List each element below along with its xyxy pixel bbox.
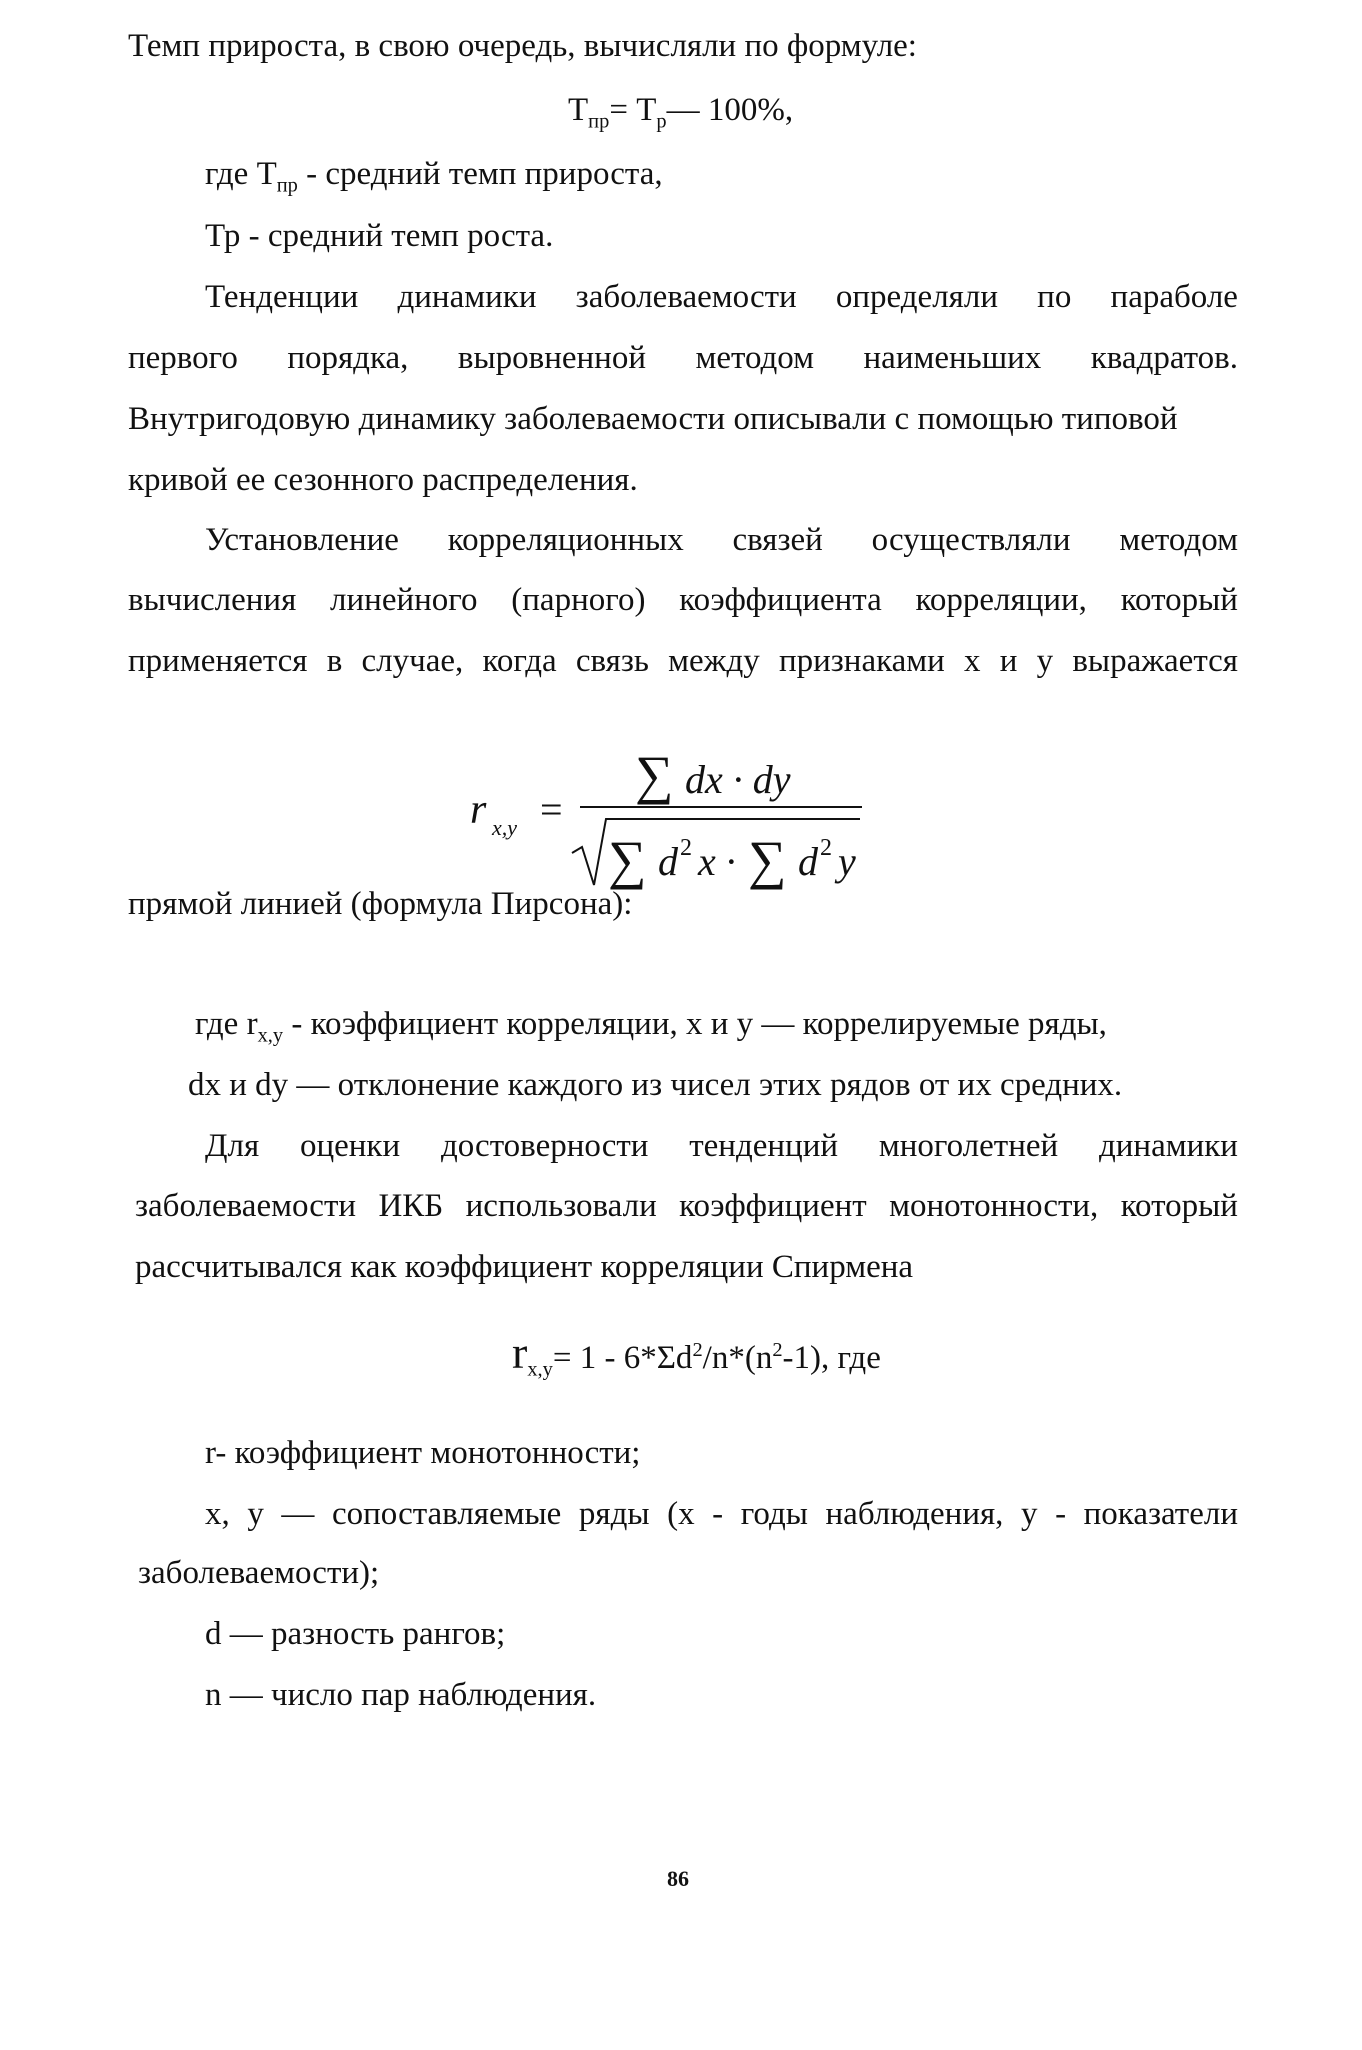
formula-r-subscript: x,y [492, 815, 518, 840]
word: в [326, 643, 343, 679]
word: показатели [1083, 1496, 1238, 1532]
definition-xy-line-1 [205, 1498, 1238, 1531]
word: монотонности, [889, 1188, 1099, 1224]
definition-tr: Тр - средний темп роста. [205, 218, 554, 254]
formula-part: = Т [609, 92, 657, 128]
word: который [1120, 1188, 1238, 1224]
word: тенденций [689, 1128, 839, 1164]
formula-growth-rate [568, 92, 794, 133]
text-line: прямой линией (формула Пирсона): [128, 886, 633, 922]
word: линейного [330, 582, 478, 618]
definition-rxy [195, 1006, 1107, 1047]
formula-d: d [798, 839, 818, 884]
formula-d: d [658, 839, 678, 884]
formula-numerator: dx · dy [685, 757, 791, 802]
formula-part: — 100%, [666, 92, 794, 128]
paragraph-corr-line-2 [128, 584, 1238, 617]
word: сопоставляемые [331, 1496, 562, 1532]
formula-part: Т [568, 92, 589, 128]
word: ИКБ [378, 1188, 444, 1224]
definition-part: где Т [205, 156, 277, 192]
word: динамики [1098, 1128, 1238, 1164]
formula-subscript: x,y [527, 1358, 553, 1381]
word: методом [1119, 522, 1238, 558]
definition-subscript: пр [276, 174, 298, 197]
word: методом [695, 340, 815, 376]
word: годы [740, 1496, 808, 1532]
word: Установление [205, 522, 399, 558]
formula-superscript: 2 [692, 1339, 703, 1361]
paragraph-trend-line-3: Внутригодовую динамику заболеваемости описывали с помощью типовой [128, 401, 1178, 437]
word: параболе [1110, 279, 1238, 315]
word: связь [575, 643, 649, 679]
pearson-formula [460, 735, 880, 895]
paragraph-mono-line-2 [135, 1190, 1238, 1223]
word: х [964, 643, 981, 679]
formula-subscript: пр [588, 110, 610, 133]
word: х, [205, 1496, 230, 1532]
word: применяется [128, 643, 308, 679]
definition-part: - средний темп прироста, [297, 156, 663, 192]
word: Тенденции [205, 279, 359, 315]
definition-dxdy: dx и dy — отклонение каждого из чисел этих рядов от их средних. [188, 1067, 1123, 1103]
word: наименьших [863, 340, 1042, 376]
word: вычисления [128, 582, 297, 618]
definition-tpr [205, 156, 663, 197]
word: (парного) [511, 582, 646, 618]
page-number: 86 [667, 1866, 689, 1891]
word: порядка, [287, 340, 409, 376]
word: корреляционных [447, 522, 684, 558]
formula-superscript: 2 [772, 1339, 783, 1361]
sigma-symbol: ∑ [748, 830, 787, 890]
formula-x: x · [698, 839, 736, 884]
word: заболеваемости [135, 1188, 357, 1224]
word: достоверности [440, 1128, 649, 1164]
word: и [999, 643, 1018, 679]
paragraph-trend-line-4: кривой ее сезонного распределения. [128, 462, 638, 498]
word: который [1120, 582, 1238, 618]
word: у [1021, 1496, 1038, 1532]
word: выровненной [457, 340, 646, 376]
word: определяли [835, 279, 998, 315]
word: оценки [299, 1128, 401, 1164]
word: коэффициента [679, 582, 882, 618]
word: (х [667, 1496, 695, 1532]
paragraph-mono-line-3: рассчитывался как коэффициент корреляции Спирмена [135, 1249, 914, 1285]
word: ряды [578, 1496, 650, 1532]
sigma-symbol: ∑ [635, 745, 674, 805]
definition-n: n — число пар наблюдения. [205, 1677, 597, 1713]
word: у [247, 1496, 264, 1532]
sigma-symbol: ∑ [608, 830, 647, 890]
paragraph-trend-line-1 [205, 281, 1238, 314]
word: — [281, 1496, 315, 1532]
word: случае, [361, 643, 464, 679]
paragraph-corr-line-3 [128, 645, 1238, 678]
formula-part: -1), где [782, 1340, 881, 1376]
formula-equals: = [540, 787, 563, 832]
word: Для [205, 1128, 260, 1164]
definition-part: - коэффициент корреляции, х и у — коррелируемые ряды, [283, 1006, 1107, 1042]
formula-r: r [470, 787, 487, 833]
definition-subscript: x,y [257, 1024, 284, 1047]
word: выражается [1072, 643, 1238, 679]
formula-superscript: 2 [680, 835, 692, 861]
formula-subscript: р [656, 110, 667, 133]
formula-part: = 1 - 6*Σd [552, 1340, 693, 1376]
definition-d: d — разность рангов; [205, 1616, 506, 1652]
word: осуществляли [871, 522, 1071, 558]
word: квадратов. [1090, 340, 1238, 376]
word: связей [732, 522, 823, 558]
spearman-formula [512, 1327, 881, 1381]
word: признаками [778, 643, 945, 679]
definition-r: r- коэффициент монотонности; [205, 1435, 641, 1471]
word: первого [128, 340, 238, 376]
word: многолетней [878, 1128, 1059, 1164]
word: - [712, 1496, 724, 1532]
word: коэффициент [679, 1188, 867, 1224]
definition-part: где r [195, 1006, 258, 1042]
formula-part: /n*(n [702, 1340, 773, 1376]
word: между [668, 643, 760, 679]
word: динамики [397, 279, 537, 315]
word: когда [482, 643, 557, 679]
definition-xy-line-2: заболеваемости); [138, 1555, 380, 1591]
paragraph-corr-line-1 [205, 524, 1238, 557]
paragraph-trend-line-2 [128, 342, 1238, 375]
text-line: Темп прироста, в свою очередь, вычисляли по формуле: [128, 28, 917, 64]
paragraph-mono-line-1 [205, 1130, 1238, 1163]
word: по [1037, 279, 1072, 315]
word: использовали [465, 1188, 657, 1224]
word: у [1036, 643, 1054, 679]
formula-superscript: 2 [820, 835, 832, 861]
word: наблюдения, [825, 1496, 1004, 1532]
formula-r: r [512, 1327, 528, 1378]
word: заболеваемости [575, 279, 797, 315]
word: - [1055, 1496, 1067, 1532]
word: корреляции, [915, 582, 1087, 618]
formula-y: y [838, 839, 856, 884]
